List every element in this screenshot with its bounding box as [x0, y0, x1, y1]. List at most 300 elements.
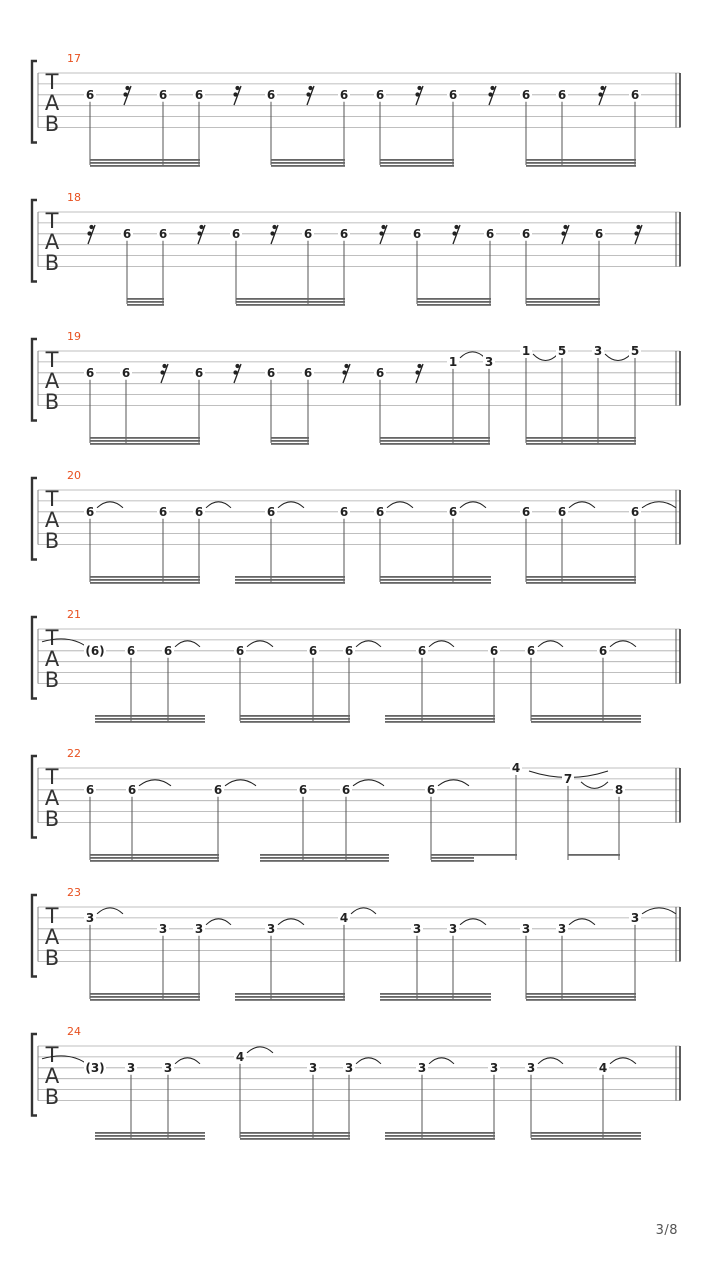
rest-dot [342, 370, 346, 374]
sixteenth-rest [415, 86, 423, 105]
sixteenth-rest [233, 364, 241, 383]
note-beam [236, 298, 345, 300]
fret-number: 6 [521, 504, 531, 519]
note-beam [90, 437, 200, 439]
rest-dot [563, 225, 567, 229]
fret-number: 6 [594, 226, 604, 241]
fret-number: 6 [235, 643, 245, 658]
fret-number: 3 [85, 910, 95, 925]
note-beam [90, 576, 200, 578]
fret-number: 6 [339, 504, 349, 519]
measure-number: 20 [67, 469, 81, 482]
note-beam [380, 579, 491, 581]
note-beam [526, 999, 636, 1001]
tab-clef-letter: A [44, 786, 60, 810]
fret-number: 6 [158, 504, 168, 519]
note-beam [531, 1138, 641, 1140]
fret-number: 6 [158, 87, 168, 102]
tie-arc [139, 780, 171, 786]
note-beam [90, 996, 200, 998]
rest-dot [235, 364, 239, 368]
fret-number: 3 [412, 921, 422, 936]
fret-number: 3 [308, 1060, 318, 1075]
tab-clef-letter: B [44, 1085, 60, 1109]
sixteenth-rest [598, 86, 606, 105]
note-beam [385, 1138, 495, 1140]
note-beam [526, 165, 636, 167]
carry-note: (6) [85, 643, 105, 658]
tab-clef-letter: A [44, 91, 60, 115]
note-beam [380, 159, 454, 161]
fret-number: 7 [563, 771, 573, 786]
tab-clef-letter: B [44, 112, 60, 136]
rest-dot [87, 231, 91, 235]
fret-number: 6 [85, 504, 95, 519]
note-beam [260, 854, 389, 856]
tie-arc [605, 354, 631, 361]
note-beam [90, 860, 219, 862]
note-beam [431, 860, 474, 862]
rest-dot [197, 231, 201, 235]
tie-arc [356, 1058, 381, 1064]
rest-dot [417, 86, 421, 90]
tab-system [32, 330, 680, 445]
sixteenth-rest [270, 225, 278, 244]
fret-number: 6 [85, 365, 95, 380]
rest-dot [634, 231, 638, 235]
tie-arc [569, 919, 595, 925]
tab-clef-letter: A [44, 647, 60, 671]
sixteenth-rest [123, 86, 131, 105]
fret-number: 6 [194, 365, 204, 380]
note-beam [385, 721, 495, 723]
note-beam [236, 301, 345, 303]
system-bracket [32, 756, 37, 838]
fret-number: 6 [339, 226, 349, 241]
fret-number: 6 [557, 87, 567, 102]
tie-arc [206, 502, 231, 508]
measure-number: 18 [67, 191, 81, 204]
sixteenth-rest [634, 225, 642, 244]
rest-dot [598, 92, 602, 96]
fret-number: 3 [417, 1060, 427, 1075]
fret-number: 4 [339, 910, 349, 925]
measure-number: 24 [67, 1025, 81, 1038]
rest-dot [308, 86, 312, 90]
tab-system [32, 886, 680, 1001]
fret-number: 6 [448, 504, 458, 519]
tab-system [32, 747, 680, 862]
fret-number: 6 [194, 87, 204, 102]
fret-number: 3 [158, 921, 168, 936]
note-beam [526, 576, 636, 578]
tab-clef-letter: T [45, 626, 59, 650]
note-beam [380, 993, 491, 995]
note-beam [235, 999, 345, 1001]
note-beam [417, 304, 491, 306]
tie-arc [351, 908, 376, 914]
fret-number: 6 [266, 504, 276, 519]
fret-number: 4 [598, 1060, 608, 1075]
fret-number: 6 [266, 87, 276, 102]
tab-clef-letter: B [44, 529, 60, 553]
rest-dot [379, 231, 383, 235]
note-beam [473, 854, 517, 856]
fret-number: 4 [511, 761, 521, 775]
note-beam [380, 999, 491, 1001]
note-beam [235, 996, 345, 998]
note-beam [90, 854, 219, 856]
note-beam [380, 162, 454, 164]
fret-number: 6 [557, 504, 567, 519]
note-beam [95, 1135, 205, 1137]
note-beam [240, 718, 350, 720]
note-beam [235, 576, 345, 578]
fret-number: 6 [630, 504, 640, 519]
tie-arc [353, 780, 384, 786]
fret-number: 6 [521, 87, 531, 102]
tie-arc [460, 502, 486, 508]
tab-system [32, 608, 680, 723]
tie-arc [247, 1047, 273, 1053]
fret-number: 6 [231, 226, 241, 241]
note-beam [236, 304, 345, 306]
tie-arc [278, 502, 304, 508]
tab-system [32, 1025, 680, 1140]
note-beam [90, 443, 200, 445]
note-beam [431, 857, 474, 859]
note-beam [531, 721, 641, 723]
rest-dot [160, 370, 164, 374]
fret-number: 6 [163, 643, 173, 658]
fret-number: 3 [489, 1060, 499, 1075]
note-beam [380, 437, 490, 439]
tie-arc [206, 919, 231, 925]
fret-number: 6 [308, 643, 318, 658]
fret-number: 6 [121, 365, 131, 380]
tie-arc [429, 641, 454, 647]
note-beam [526, 298, 600, 300]
note-beam [271, 162, 345, 164]
note-beam [385, 715, 495, 717]
tab-clef-letter: B [44, 390, 60, 414]
tie-arc [610, 1058, 636, 1064]
measure-number: 23 [67, 886, 81, 899]
note-beam [260, 857, 389, 859]
note-beam [568, 854, 620, 856]
fret-number: 6 [194, 504, 204, 519]
fret-number: 6 [158, 226, 168, 241]
tie-arc [642, 908, 676, 914]
fret-number: 6 [298, 782, 308, 797]
tab-clef-letter: T [45, 70, 59, 94]
rest-dot [381, 225, 385, 229]
measure-number: 21 [67, 608, 81, 621]
rest-dot [600, 86, 604, 90]
rest-dot [636, 225, 640, 229]
tie-arc [175, 641, 200, 647]
measure-number: 22 [67, 747, 81, 760]
rest-dot [306, 92, 310, 96]
fret-number: 6 [598, 643, 608, 658]
fret-number: 6 [303, 365, 313, 380]
note-beam [271, 159, 345, 161]
note-beam [431, 854, 474, 856]
note-beam [526, 159, 636, 161]
tab-system [32, 469, 680, 584]
rest-dot [89, 225, 93, 229]
note-beam [526, 579, 636, 581]
tab-clef-letter: B [44, 668, 60, 692]
rest-dot [415, 92, 419, 96]
system-bracket [32, 339, 37, 421]
fret-number: 4 [235, 1049, 245, 1064]
note-beam [90, 582, 200, 584]
system-bracket [32, 200, 37, 282]
tab-clef-letter: T [45, 904, 59, 928]
tie-arc [387, 502, 413, 508]
note-beam [380, 576, 491, 578]
rest-dot [454, 225, 458, 229]
note-beam [90, 579, 200, 581]
note-beam [235, 582, 345, 584]
note-beam [271, 440, 309, 442]
fret-number: 6 [417, 643, 427, 658]
rest-dot [561, 231, 565, 235]
fret-number: 1 [448, 354, 458, 369]
tab-system [32, 52, 680, 167]
tie-arc [460, 919, 486, 925]
fret-number: 3 [526, 1060, 536, 1075]
tab-clef-letter: B [44, 807, 60, 831]
fret-number: 6 [426, 782, 436, 797]
fret-number: 3 [194, 921, 204, 936]
sixteenth-rest [233, 86, 241, 105]
note-beam [531, 1135, 641, 1137]
fret-number: 6 [344, 643, 354, 658]
tie-arc [538, 1058, 563, 1064]
fret-number: 1 [521, 344, 531, 358]
rest-dot [235, 86, 239, 90]
fret-number: 6 [339, 87, 349, 102]
note-beam [90, 162, 200, 164]
tie-arc [438, 780, 469, 786]
system-bracket [32, 617, 37, 699]
note-beam [127, 298, 164, 300]
fret-number: 6 [127, 782, 137, 797]
note-beam [95, 718, 205, 720]
note-beam [271, 165, 345, 167]
fret-number: 8 [614, 782, 624, 797]
tie-arc [569, 502, 595, 508]
tie-arc [429, 1058, 454, 1064]
fret-number: 3 [557, 921, 567, 936]
rest-dot [162, 364, 166, 368]
note-beam [271, 437, 309, 439]
rest-dot [123, 92, 127, 96]
note-beam [526, 437, 636, 439]
tab-clef-letter: T [45, 487, 59, 511]
sixteenth-rest [342, 364, 350, 383]
note-beam [271, 443, 309, 445]
note-beam [526, 582, 636, 584]
tie-arc [247, 641, 273, 647]
rest-dot [452, 231, 456, 235]
note-beam [90, 165, 200, 167]
tab-clef-letter: B [44, 251, 60, 275]
note-beam [417, 301, 491, 303]
sixteenth-rest [160, 364, 168, 383]
tab-clef-letter: A [44, 1064, 60, 1088]
fret-number: 3 [448, 921, 458, 936]
fret-number: 6 [213, 782, 223, 797]
note-beam [90, 857, 219, 859]
sixteenth-rest [306, 86, 314, 105]
note-beam [531, 715, 641, 717]
note-beam [260, 860, 389, 862]
fret-number: 3 [126, 1060, 136, 1075]
rest-dot [199, 225, 203, 229]
note-beam [531, 1132, 641, 1134]
tab-system [32, 191, 680, 306]
tie-arc [97, 502, 123, 508]
fret-number: 6 [341, 782, 351, 797]
note-beam [385, 718, 495, 720]
note-beam [526, 443, 636, 445]
sixteenth-rest [488, 86, 496, 105]
note-beam [90, 440, 200, 442]
fret-number: 3 [163, 1060, 173, 1075]
tie-arc [278, 919, 304, 925]
carry-note: (3) [85, 1060, 105, 1075]
rest-dot [233, 92, 237, 96]
tab-clef-letter: T [45, 1043, 59, 1067]
note-beam [385, 1132, 495, 1134]
tab-clef-letter: A [44, 508, 60, 532]
note-beam [417, 298, 491, 300]
note-beam [240, 1135, 350, 1137]
system-bracket [32, 1034, 37, 1116]
fret-number: 6 [526, 643, 536, 658]
tie-arc [225, 780, 256, 786]
note-beam [90, 159, 200, 161]
rest-dot [272, 225, 276, 229]
fret-number: 6 [85, 782, 95, 797]
note-beam [95, 715, 205, 717]
fret-number: 6 [448, 87, 458, 102]
fret-number: 6 [485, 226, 495, 241]
measure-number: 17 [67, 52, 81, 65]
tab-clef-letter: A [44, 369, 60, 393]
rest-dot [270, 231, 274, 235]
tab-clef-letter: T [45, 348, 59, 372]
note-beam [526, 162, 636, 164]
note-beam [240, 721, 350, 723]
tie-arc [356, 641, 381, 647]
fret-number: 5 [557, 344, 567, 358]
note-beam [235, 579, 345, 581]
fret-number: 6 [126, 643, 136, 658]
note-beam [127, 304, 164, 306]
fret-number: 6 [85, 87, 95, 102]
note-beam [526, 301, 600, 303]
fret-number: 6 [412, 226, 422, 241]
note-beam [240, 1138, 350, 1140]
tab-clef-letter: T [45, 765, 59, 789]
note-beam [90, 999, 200, 1001]
note-beam [385, 1135, 495, 1137]
system-bracket [32, 61, 37, 143]
rest-dot [490, 86, 494, 90]
note-beam [526, 993, 636, 995]
rest-dot [415, 370, 419, 374]
fret-number: 5 [630, 344, 640, 358]
fret-number: 3 [593, 344, 603, 358]
note-beam [240, 1132, 350, 1134]
system-bracket [32, 478, 37, 560]
sixteenth-rest [197, 225, 205, 244]
fret-number: 6 [630, 87, 640, 102]
note-beam [380, 996, 491, 998]
measure-number: 19 [67, 330, 81, 343]
note-beam [380, 440, 490, 442]
fret-number: 3 [630, 910, 640, 925]
fret-number: 6 [375, 504, 385, 519]
note-beam [95, 721, 205, 723]
fret-number: 6 [122, 226, 132, 241]
note-beam [95, 1138, 205, 1140]
fret-number: 6 [521, 226, 531, 241]
tab-clef-letter: A [44, 925, 60, 949]
fret-number: 6 [266, 365, 276, 380]
note-beam [526, 440, 636, 442]
fret-number: 6 [489, 643, 499, 658]
rest-dot [233, 370, 237, 374]
sixteenth-rest [561, 225, 569, 244]
tie-arc [460, 352, 485, 358]
sixteenth-rest [379, 225, 387, 244]
note-beam [235, 993, 345, 995]
tie-arc [97, 908, 123, 914]
fret-number: 6 [375, 365, 385, 380]
page-number: 3/8 [655, 1223, 678, 1238]
tab-clef-letter: B [44, 946, 60, 970]
fret-number: 6 [375, 87, 385, 102]
note-beam [526, 996, 636, 998]
tie-arc [642, 502, 676, 508]
note-beam [531, 718, 641, 720]
fret-number: 3 [266, 921, 276, 936]
rest-dot [125, 86, 129, 90]
note-beam [380, 582, 491, 584]
tie-arc [610, 641, 636, 647]
fret-number: 3 [521, 921, 531, 936]
tie-arc [538, 641, 563, 647]
fret-number: 3 [484, 354, 494, 369]
sixteenth-rest [87, 225, 95, 244]
sixteenth-rest [415, 364, 423, 383]
fret-number: 3 [344, 1060, 354, 1075]
tab-clef-letter: T [45, 209, 59, 233]
rest-dot [344, 364, 348, 368]
tie-arc [533, 354, 558, 361]
note-beam [526, 304, 600, 306]
sixteenth-rest [452, 225, 460, 244]
fret-number: 6 [303, 226, 313, 241]
tie-arc [175, 1058, 200, 1064]
tab-clef-letter: A [44, 230, 60, 254]
note-beam [127, 301, 164, 303]
